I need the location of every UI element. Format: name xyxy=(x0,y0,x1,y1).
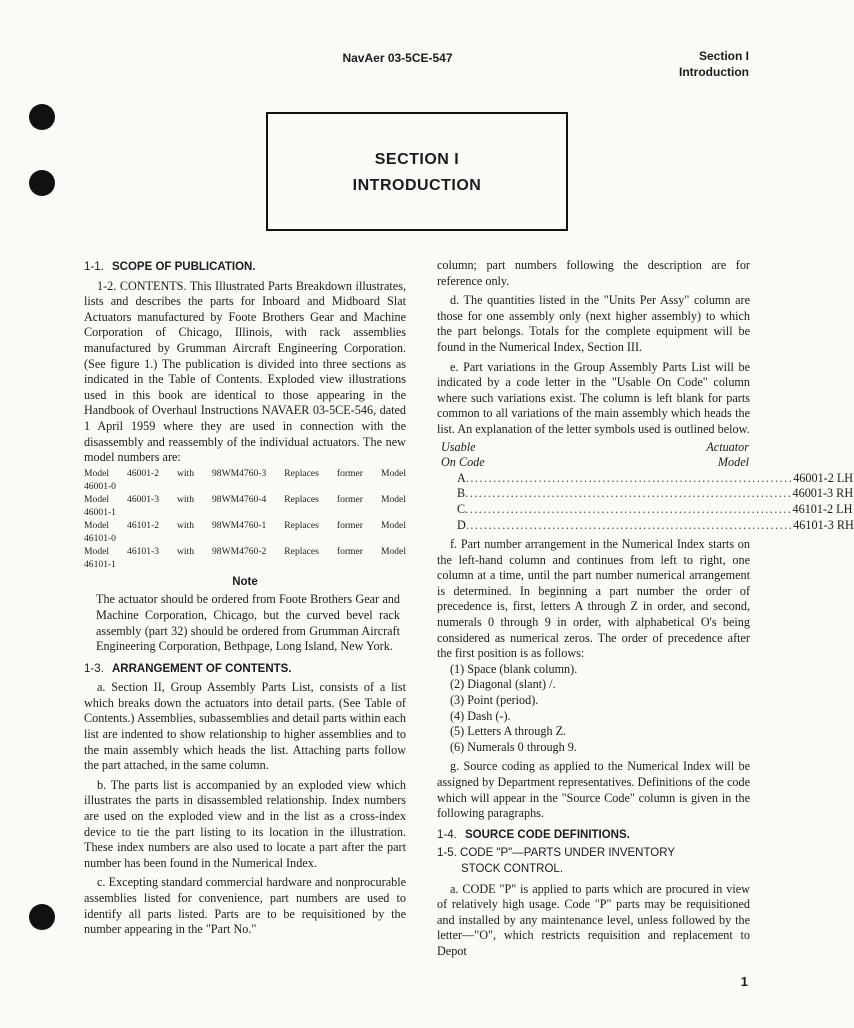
model-entry: Model 46001-2 with 98WM4760-3 Replaces former Model 46001-0 xyxy=(84,467,406,492)
list-item: (5) Letters A through Z. xyxy=(450,724,567,739)
section-title-box xyxy=(266,112,568,231)
heading-title: SOURCE CODE DEFINITIONS. xyxy=(465,828,630,841)
col-head-actuator: Actuator xyxy=(706,439,749,454)
table-row: B ........................................................................ 46001-3 RH xyxy=(457,486,854,501)
section-number: SECTION I xyxy=(374,151,460,168)
doc-number: NavAer 03-5CE-547 xyxy=(342,51,453,65)
list-item: (2) Diagonal (slant) /. xyxy=(450,677,556,692)
section-title: INTRODUCTION xyxy=(352,177,482,194)
left-column xyxy=(84,258,406,938)
model-entry: Model 46101-3 with 98WM4760-2 Replaces former Model 46101-1 xyxy=(84,545,406,570)
col-head-usable: Usable xyxy=(441,439,476,454)
usable-code-table-header xyxy=(437,440,750,471)
heading-number: 1-3. xyxy=(84,662,104,675)
model-entry: Model 46101-2 with 98WM4760-1 Replaces former Model 46101-0 xyxy=(84,519,406,544)
table-row: D ........................................................................ 46101-3 RH xyxy=(457,517,854,532)
paragraph-code-p-a: a. CODE "P" is applied to parts which are procured in view of relatively high usage. Code "P" parts may be requisitioned and installed by any maintenance level, unless followed by the letter—"O", which restricts requisition and replacement to Depot xyxy=(437,881,750,958)
heading-arrangement xyxy=(84,662,406,678)
heading-source-code xyxy=(437,828,750,844)
model-list xyxy=(84,467,406,571)
note-heading: Note xyxy=(232,575,258,588)
table-row: C ........................................................................ 46101-2 LH xyxy=(457,501,853,516)
table-row: A ........................................................................ 46001-2 LH xyxy=(457,470,854,485)
paragraph-f: f. Part number arrangement in the Numerical Index starts on the left-hand column and continues from left to right, one column at a time, until the part number numerical arrangement is determined. In beginning a part number the order of precedence is, first, letters A through Z in order, and second, numerals 0 through 9 in order, with alphabetical O's being considered as numerical zeros. The order of precedence after the first position is as follows: xyxy=(437,537,750,661)
list-item: (4) Dash (-). xyxy=(450,708,511,723)
list-item: (3) Point (period). xyxy=(450,693,539,708)
heading-number: 1-4. xyxy=(437,828,457,841)
heading-scope xyxy=(84,260,406,276)
right-column xyxy=(437,258,854,960)
punch-hole-middle xyxy=(29,170,55,196)
heading-code-p xyxy=(437,846,750,877)
heading-code-p-line1: 1-5. CODE "P"—PARTS UNDER INVENTORY xyxy=(437,847,676,860)
heading-number: 1-1. xyxy=(84,261,104,273)
list-item: (6) Numerals 0 through 9. xyxy=(450,739,577,754)
list-item: (1) Space (blank column). xyxy=(450,661,578,676)
col-head-model: Model xyxy=(717,455,749,470)
paragraph-g: g. Source coding as applied to the Numerical Index will be assigned by Department representatives. Definitions of the code which will appear in the "Source Code" column is given in the following paragraphs. xyxy=(437,759,750,821)
paragraph-c: c. Excepting standard commercial hardware and nonprocurable assemblies listed for convenience, part numbers are used to identify all parts listed. Parts are to be requisitioned by the number appearing in the "Part No." xyxy=(84,875,406,937)
paragraph-d: d. The quantities listed in the "Units Per Assy" column are those for one assembly only (next higher assembly) to which the part belongs. Totals for the complete equipment will be found in the Numerical Index, Section III. xyxy=(437,293,750,354)
header-section-title: Introduction xyxy=(679,65,749,79)
heading-title: SCOPE OF PUBLICATION. xyxy=(112,261,256,273)
paragraph-e: e. Part variations in the Group Assembly Parts List will be indicated by a code letter in the "Usable On Code" column where such variations exist. The column is left blank for parts common to all variations of the main assembly which heads the list. An explanation of the letter symbols used is outlined below. xyxy=(437,359,750,436)
paragraph-contents: 1-2. CONTENTS. This Illustrated Parts Breakdown illustrates, lists and describes the parts for Inboard and Midboard Slat Actuators manufactured by Foote Brothers Gear and Machine Corporation of Chicago, Illinois, with rack assemblies manufactured by Grumman Aircraft Engineering Corporation. (See figure 1.) The publication is divided into three sections as indicated in the Table of Contents. Exploded view illustrations used in this book are identical to those appearing in the Handbook of Overhaul Instructions NAVAER 03-5CE-546, dated 1 April 1959 where they are used in connection with the disassembly and reassembly of the individual actuators. The new model numbers are: xyxy=(84,278,406,465)
paragraph-c-continued: column; part numbers following the description are for reference only. xyxy=(437,258,750,288)
running-header xyxy=(679,48,749,80)
punch-hole-bottom xyxy=(29,904,55,930)
paragraph-a: a. Section II, Group Assembly Parts List, consists of a list which breaks down the actuators into detail parts. (See Table of Contents.) Assemblies, subassemblies and detail parts within each list are indented to show relationship to higher assemblies and to the main assembly which heads the list. Attaching parts follow the part attached, in the same column. xyxy=(84,680,406,773)
punch-hole-top xyxy=(29,104,55,130)
heading-code-p-line2: STOCK CONTROL. xyxy=(461,862,564,875)
page-number: 1 xyxy=(740,974,748,989)
heading-title: ARRANGEMENT OF CONTENTS. xyxy=(112,662,292,675)
paragraph-b: b. The parts list is accompanied by an exploded view which illustrates the parts in disassembled relationship. Index numbers are used on the exploded view and in the list as a cross-index device to tie the part listing to its location in the illustration. These index numbers are also used to locate a part after the part number has been found in the Numerical Index. xyxy=(84,777,406,870)
model-entry: Model 46001-3 with 98WM4760-4 Replaces former Model 46001-1 xyxy=(84,493,406,518)
col-head-on-code: On Code xyxy=(441,455,485,470)
header-section: Section I xyxy=(698,49,749,63)
note-text: The actuator should be ordered from Foote Brothers Gear and Machine Corporation, Chicago, but the curved bevel rack assembly (part 32) should be ordered from Grumman Aircraft Engineering Corporation, Bethpage, Long Island, New York. xyxy=(96,592,400,654)
